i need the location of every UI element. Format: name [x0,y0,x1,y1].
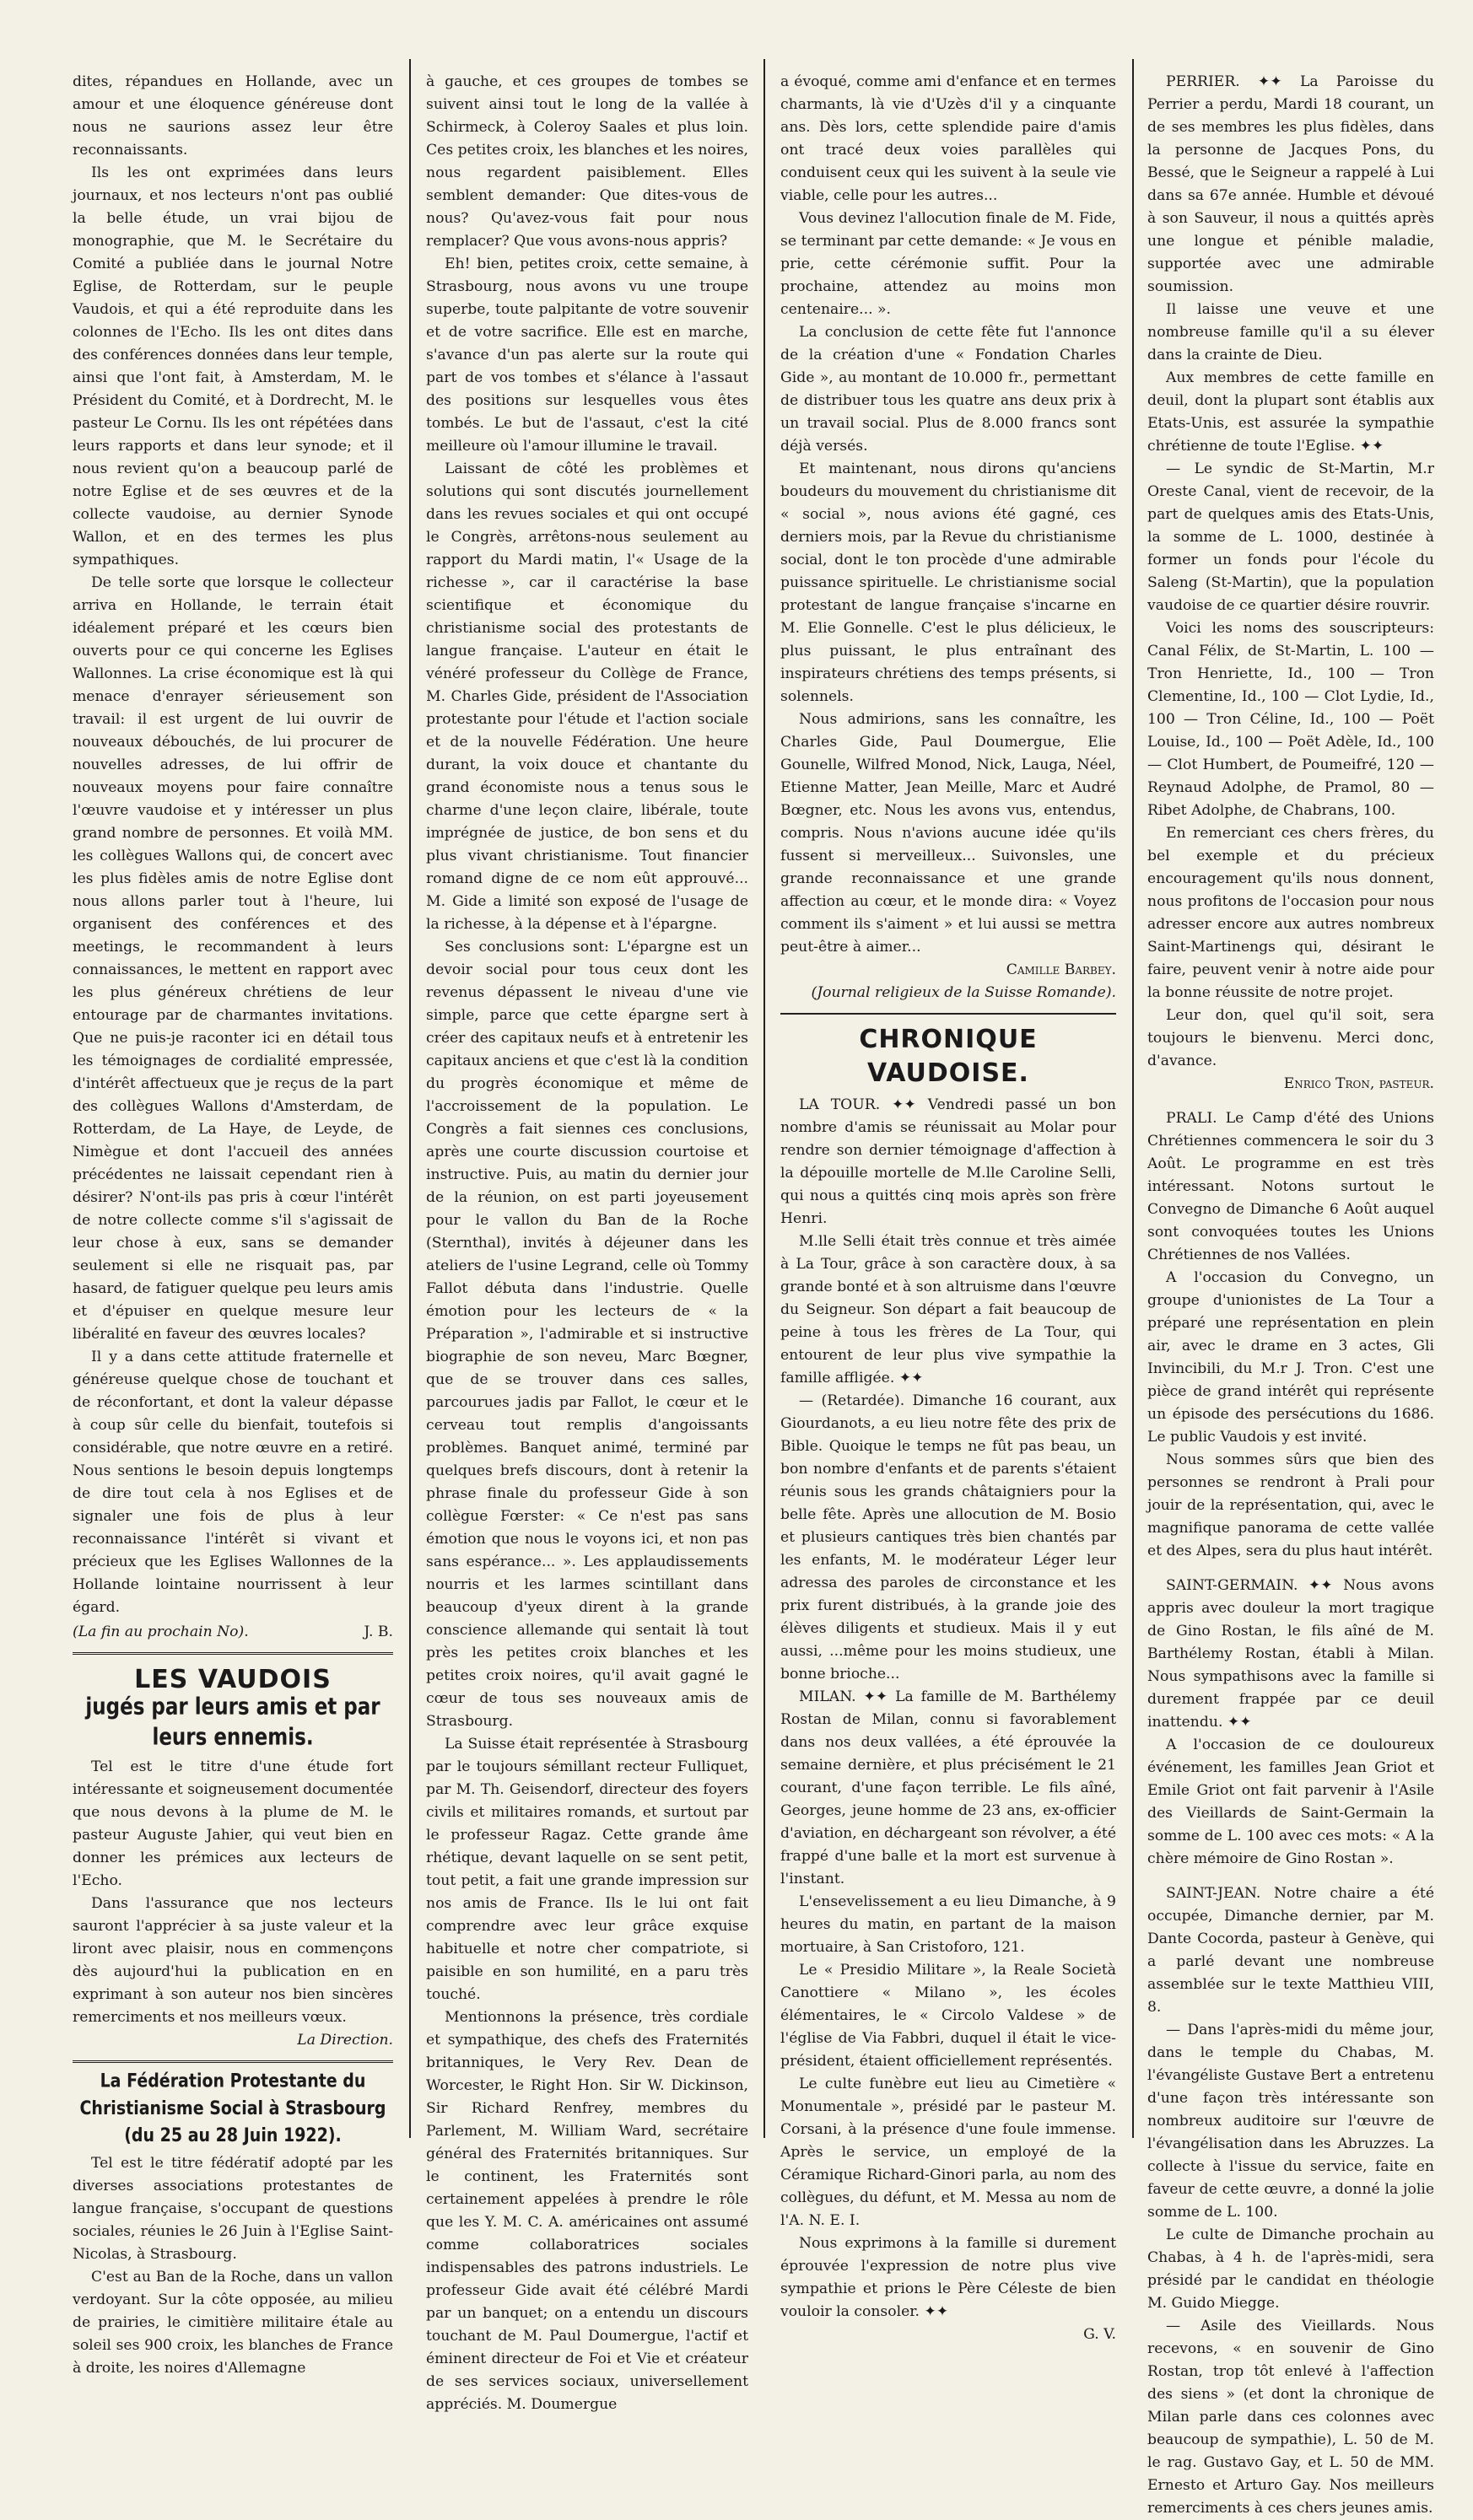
column-rule [763,59,765,2138]
paragraph: Vous devinez l'allocution finale de M. Fide, se terminant par cette demande: « Je vous en prie, cette cérémonie suffit. Pour la prochaine, attendez au moins mon centenaire... ». [780,210,1116,318]
continuation-note: (La fin au prochain No). [73,1623,249,1640]
spacer [1147,1871,1434,1882]
paragraph: PRALI. Le Camp d'été des Unions Chrétiennes commencera le soir du 3 Août. Le programme en est très intéressant. Notons surtout le Convegno de Dimanche 6 Août auquel sont convoquées toutes les Unions Chrétiennes de nos Vallées. [1147,1110,1434,1263]
paragraph: C'est au Ban de la Roche, dans un vallon verdoyant. Sur la côte opposée, au milieu de prairies, le cimitière militaire étale au soleil ses 900 croix, les blanches de France à droite, les noires d'Allemagne [73,2269,393,2377]
article-signature [73,1621,393,1644]
paragraph: LA TOUR. ✦✦ Vendredi passé un bon nombre d'amis se réunissait au Molar pour rendre son dernier témoignage d'affection à la dépouille mortelle de M.lle Caroline Selli, qui nous a quittés cinq mois après son frère Henri. [780,1096,1116,1227]
paragraph: Ils les ont exprimées dans leurs journaux, et nos lecteurs n'ont pas oublié la belle étude, un vrai bijou de monographie, que M. le Secrétaire du Comité a publiée dans le journal Notre Eglise, de Rotterdam, sur le peuple Vaudois, et qui a été reproduite dans les colonnes de l'Echo. Ils les ont dites dans des conférences données dans leur temple, ainsi que l'ont fait, à Amsterdam, M. le Président du Comité, et à Dordrecht, M. le pasteur Le Cornu. Ils les ont répétées dans leurs rapports et dans leur synode; et il nous revient qu'on a beaucoup parlé de notre Eglise et de ses œuvres et de la collecte vaudoise, au dernier Synode Wallon, et en des termes les plus sympathiques. [73,164,393,568]
section-divider [73,1652,393,1655]
column-rule [1132,59,1134,2138]
paragraph: La Suisse était représentée à Strasbourg par le toujours sémillant recteur Fulliquet, par M. Th. Geisendorf, directeur des foyers civils et militaires romands, et surtout par le professeur Ragaz. Cette grande âme rhétique, devant laquelle on se sent petit, tout petit, a fait une grande impression sur nos amis de France. Ils le lui ont fait comprendre avec leur grâce exquise habituelle et notre cher compatriote, si paisible en son humilité, en a paru très touché. [426,1736,748,2003]
paragraph: a évoqué, comme ami d'enfance et en termes charmants, là vie d'Uzès d'il y a cinquante ans. Dès lors, cette splendide paire d'amis ont tracé deux voies parallèles qui conduisent ceux qui les suivent à la seule vie viable, celle pour les autres... [780,73,1116,204]
column-2 [426,71,748,2413]
paragraph: — Le syndic de St-Martin, M.r Oreste Canal, vient de recevoir, de la part de quelques amis des Etats-Unis, la somme de L. 1000, destinée à former un fonds pour l'école du Saleng (St-Martin), que la population vaudoise de ce quartier désire rouvrir. [1147,460,1434,614]
paragraph: Eh! bien, petites croix, cette semaine, à Strasbourg, nous avons vu une troupe superbe, toute palpitante de votre souvenir et de votre sacrifice. Elle est en marche, s'avance d'un pas alerte sur la route qui part de vos tombes et s'élance à l'assaut des positions sur lesquelles vous êtes tombés. Le but de l'assaut, c'est la cité meilleure où l'amour illumine le travail. [426,256,748,455]
headline-vaudois: LES VAUDOIS [134,1665,332,1694]
author-signature: Camille Barbey. [1006,961,1116,978]
paragraph: PERRIER. ✦✦ La Paroisse du Perrier a perdu, Mardi 18 courant, un de ses membres les plus fidèles, dans la personne de Jacques Pons, du Bessé, que le Seigneur a rappelé à Lui dans sa 67e année. Humble et dévoué à son Sauveur, il nous a quittés après une longue et pénible maladie, supportée avec une admirable soumission. [1147,73,1434,295]
paragraph: Tel est le titre d'une étude fort intéressante et soigneusement documentée que nous devons à la plume de M. le pasteur Auguste Jahier, qui veut bien en donner les prémices aux lecteurs de l'Echo. [73,1758,393,1889]
paragraph: Mentionnons la présence, très cordiale et sympathique, des chefs des Fraternités britanniques, le Very Rev. Dean de Worcester, le Right Hon. Sir W. Dickinson, Sir Richard Renfrey, membres du Parlement, M. William Ward, secrétaire général des Fraternités britanniques. Sur le continent, les Fraternités sont certainement appelées à prendre le rôle que les Y. M. C. A. américaines ont assumé comme collaboratrices sociales indispensables des patrons industriels. Le professeur Gide avait été célébré Mardi par un banquet; on a entendu un discours touchant de M. Paul Doumergue, l'actif et éminent directeur de Foi et Vie et créateur de ses services sociaux, universellement appréciés. M. Doumergue [426,2009,748,2413]
column-3 [780,71,1116,2343]
paragraph: — Dans l'après-midi du même jour, dans le temple du Chabas, M. l'évangéliste Gustave Bert a entretenu d'une façon très intéressante son nombreux auditoire sur l'œuvre de l'évangélisation dans les Abruzzes. La collecte à l'issue du service, faite en faveur de cette œuvre, a donné la jolie somme de L. 100. [1147,2022,1434,2221]
paragraph: dites, répandues en Hollande, avec un amour et une éloquence généreuse dont nous ne saurions assez leur être reconnaissants. [73,73,393,159]
paragraph: M.lle Selli était très connue et très aimée à La Tour, grâce à son caractère doux, à sa grande bonté et à son altruisme dans l'œuvre du Seigneur. Son départ a fait beaucoup de peine à tous les frères de La Tour, qui entourent de leur plus vive sympathie la famille affligée. ✦✦ [780,1233,1116,1387]
paragraph: A l'occasion du Convegno, un groupe d'unionistes de La Tour a préparé une représentation en plein air, avec le drame en 3 actes, Gli Invincibili, du M.r J. Tron. C'est une pièce de grand intérêt qui représente un épisode des persécutions du 1686. Le public Vaudois y est invité. [1147,1269,1434,1446]
source-note: (Journal religieux de la Suisse Romande). [811,984,1116,1001]
column-rule [409,59,411,2138]
paragraph: — Asile des Vieillards. Nous recevons, « en souvenir de Gino Rostan, trop tôt enlevé à l'affection des siens » (et dont la chronique de Milan parle dans ces colonnes avec beaucoup de sympathie), L. 50 de M. le rag. Gustavo Gay, et L. 50 de MM. Ernesto et Arturo Gay. Nos meilleurs remerciments à ces chers jeunes amis. [1147,2318,1434,2517]
spacer [1147,1563,1434,1575]
paragraph: Tel est le titre fédératif adopté par les diverses associations protestantes de langue française, s'occupant de questions sociales, réunies le 26 Juin à l'Eglise Saint-Nicolas, à Strasbourg. [73,2155,393,2263]
headline-federation: La Fédération Protestante du Christianisme Social à Strasbourg (du 25 au 28 Juin 1922). [79,2070,386,2146]
paragraph: Aux membres de cette famille en deuil, dont la plupart sont établis aux Etats-Unis, est assurée la sympathie chrétienne de toute l'Eglise. ✦✦ [1147,369,1434,455]
paragraph: SAINT-JEAN. Notre chaire a été occupée, Dimanche dernier, par M. Dante Cocorda, pasteur à Genève, qui a parlé devant une nombreuse assemblée sur le texte Matthieu VIII, 8. [1147,1885,1434,2016]
paragraph: Nous exprimons à la famille si durement éprouvée l'expression de notre plus vive sympathie et prions le Père Céleste de bien vouloir la consoler. ✦✦ [780,2235,1116,2320]
paragraph: Il y a dans cette attitude fraternelle et généreuse quelque chose de touchant et de réconfortant, et dont la valeur dépasse à coup sûr celle du bienfait, toutefois si considérable, que notre œuvre en a retiré. Nous sentions le besoin depuis longtemps de dire tout cela à nos Eglises et de signaler une fois de plus à leur reconnaissance l'intérêt si vivant et précieux que les Eglises Wallonnes de la Hollande lointaine nourrissent à leur égard. [73,1349,393,1616]
paragraph: En remerciant ces chers frères, du bel exemple et du précieux encouragement qu'ils nous donnent, nous profitons de l'occasion pour nous adresser encore aux autres nombreux Saint-Martinengs qui, désirant le faire, peuvent venir à notre aide pour la bonne réussite de notre projet. [1147,825,1434,1001]
paragraph: Dans l'assurance que nos lecteurs sauront l'apprécier à sa juste valeur et la liront avec plaisir, nous en commençons dès aujourd'hui la publication en en exprimant à son auteur nos bien sincères remerciments et nos meilleurs vœux. [73,1895,393,2026]
author-signature: Enrico Tron, pasteur. [1283,1075,1434,1092]
paragraph: Le culte funèbre eut lieu au Cimetière « Monumentale », présidé par le pasteur M. Corsani, à la présence d'une foule immense. Après le service, un employé de la Céramique Richard-Ginori parla, au nom des collègues, du défunt, et M. Messa au nom de l'A. N. E. I. [780,2076,1116,2229]
paragraph: Leur don, quel qu'il soit, sera toujours le bienvenu. Merci donc, d'avance. [1147,1007,1434,1069]
paragraph: — (Retardée). Dimanche 16 courant, aux Giourdanots, a eu lieu notre fête des prix de Bible. Quoique le temps ne fût pas beau, un bon nombre d'enfants et de parents s'étaient réunis sous les grands châtaigniers pour la belle fête. Après une allocution de M. Bosio et plusieurs cantiques très bien chantés par les enfants, M. le modérateur Léger leur adressa des paroles de circonstance et les prix furent distribués, à la grande joie des élèves diligents et studieux. Mais il y eut aussi, ...même pour les moins studieux, une bonne brioche... [780,1392,1116,1683]
column-1 [73,71,393,2377]
paragraph: MILAN. ✦✦ La famille de M. Barthélemy Rostan de Milan, connu si favorablement dans nos deux vallées, a été éprouvée la semaine dernière, et plus précisément le 21 courant, d'une façon terrible. Le fils aîné, Georges, jeune homme de 23 ans, ex-officier d'aviation, en déchargeant son révolver, a été frappé d'une balle et la mort est survenue à l'instant. [780,1688,1116,1887]
paragraph: SAINT-GERMAIN. ✦✦ Nous avons appris avec douleur la mort tragique de Gino Rostan, le fils aîné de M. Barthélemy Rostan, établi à Milan. Nous sympathisons avec la famille si durement frappée par ce deuil inattendu. ✦✦ [1147,1577,1434,1731]
paragraph: De telle sorte que lorsque le collecteur arriva en Hollande, le terrain était idéalement préparé et les cœurs bien ouverts pour ce qui concerne les Eglises Wallonnes. La crise économique est là qui menace d'enrayer sérieusement son travail: il est urgent de lui ouvrir de nouveaux débouchés, de lui procurer de nouvelles adresses, de lui offrir de nouveaux moyens pour faire connaître l'œuvre vaudoise et y intéresser un plus grand nombre de personnes. Et voilà MM. les collègues Wallons qui, de concert avec les plus fidèles amis de notre Eglise dont nous allons parler tout à l'heure, lui organisent des conférences et des meetings, le recommandent à leurs connaissances, le mettent en rapport avec les plus généreux chrétiens de leur entourage par de charmantes invitations. Que ne puis-je raconter ici en détail tous les témoignages de cordialité empressée, d'intérêt affectueux que je reçus de la part des collègues Wallons d'Amsterdam, de Rotterdam, de La Haye, de Leyde, de Nimègue et dont l'accueil des années précédentes ne laissait cependant rien à désirer? N'ont-ils pas pris à cœur l'intérêt de notre collecte comme s'il s'agissait de leur chose à eux, sans se demander seulement si elle ne risquait pas, par hasard, de fatiguer quelque peu leurs amis et d'épuiser en quelque mesure leur libéralité en faveur des œuvres locales? [73,574,393,1343]
paragraph: à gauche, et ces groupes de tombes se suivent ainsi tout le long de la vallée à Schirmeck, à Coleroy Saales et plus loin. Ces petites croix, les blanches et les noires, nous regardent paisiblement. Elles semblent demander: Que dites-vous de nous? Qu'avez-vous fait pour nous remplacer? Que vous avons-nous appris? [426,73,748,250]
author-initials: J. B. [364,1623,393,1640]
paragraph: Ses conclusions sont: L'épargne est un devoir social pour tous ceux dont les revenus dépassent le niveau d'une vie simple, parce que cette épargne sert à créer des capitaux neufs et à entretenir les capitaux anciens et que c'est là la condition du progrès économique et même de l'accroissement de la population. Le Congrès a fait siennes ces conclusions, après une courte discussion courtoise et instructive. Puis, au matin du dernier jour de la réunion, on est parti joyeusement pour le vallon du Ban de la Roche (Sternthal), invités à déjeuner dans les ateliers de l'usine Legrand, celle où Tommy Fallot débuta dans l'industrie. Quelle émotion pour les lecteurs de « la Préparation », l'admirable et si instructive biographie de son neveu, Marc Bœgner, que de se trouver dans ces salles, parcourues jadis par Fallot, le cœur et le cerveau tout remplis d'angoissants problèmes. Banquet animé, terminé par quelques brefs discours, dont à retenir la phrase finale du professeur Gide à son collègue Fœrster: « Ce n'est pas sans émotion que nous le voyons ici, et non pas sans espérance... ». Les applaudissements nourris et les larmes scintillant dans beaucoup d'yeux dirent à la grande conscience allemande qui sentait là tout près les petites croix blanches et les petites croix noires, qu'il avait gagné le cœur de tous ses nouveaux amis de Strasbourg. [426,939,748,1730]
headline-chronique: CHRONIQUE VAUDOISE. [859,1025,1038,1088]
paragraph: Laissant de côté les problèmes et solutions qui sont discutés journellement dans les revues sociales et qui ont occupé le Congrès, arrêtons-nous seulement au rapport du Mardi matin, l'« Usage de la richesse », car il caractérise la base scientifique et économique du christianisme social des protestants de langue française. L'auteur en était le vénéré professeur du Collège de France, M. Charles Gide, président de l'Association protestante pour l'étude et l'action sociale et de la nouvelle Fédération. Une heure durant, la voix douce et chantante du grand économiste nous a tenus sous le charme d'une leçon claire, libérale, toute imprégnée de justice, de bon sens et du plus vivant christianisme. Tout financier romand digne de ce nom eût approuvé... M. Gide a limité son exposé de l'usage de la richesse, à la dépense et à l'épargne. [426,460,748,933]
paragraph: Le culte de Dimanche prochain au Chabas, à 4 h. de l'après-midi, sera présidé par le candidat en théologie M. Guido Miegge. [1147,2227,1434,2312]
column-4 [1147,71,1434,2517]
paragraph: Voici les noms des souscripteurs: Canal Félix, de St-Martin, L. 100 — Tron Henriette, Id., 100 — Tron Clementine, Id., 100 — Clot Lydie, Id., 100 — Tron Céline, Id., 100 — Poët Louise, Id., 100 — Poët Adèle, Id., 100 — Clot Humbert, de Poumeifré, 120 — Reynaud Adolphe, de Pramol, 80 — Ribet Adolphe, de Chabrans, 100. [1147,620,1434,819]
section-divider [780,1013,1116,1015]
paragraph: L'ensevelissement a eu lieu Dimanche, à 9 heures du matin, en partant de la maison mortuaire, à San Cristoforo, 121. [780,1893,1116,1956]
author-initials: G. V. [1083,2326,1116,2343]
paragraph: Nous admirions, sans les connaître, les Charles Gide, Paul Doumergue, Elie Gounelle, Wilfred Monod, Nick, Lauga, Néel, Etienne Matter, Jean Meille, Marc et Audré Bœgner, etc. Nous les avons vus, entendus, compris. Nous n'avions aucune idée qu'ils fussent si merveilleux... Suivonsles, une grande reconnaissance et une grande affection au cœur, et le monde dira: « Voyez comment ils s'aiment » et lui aussi se mettra peut-être à aimer... [780,711,1116,956]
paragraph: La conclusion de cette fête fut l'annonce de la création d'une « Fondation Charles Gide », au montant de 10.000 fr., permettant de distribuer tous les quatre ans deux prix à un travail social. Plus de 8.000 francs sont déjà versés. [780,324,1116,455]
subheadline-vaudois: jugés par leurs amis et par leurs ennemis. [85,1693,380,1751]
spacer [1147,1096,1434,1107]
paragraph: Le « Presidio Militare », la Reale Società Canottiere « Milano », les écoles élémentaires, le « Circolo Valdese » de l'église de Via Fabbri, duquel il était le vice-président, étaient officiellement représentés. [780,1962,1116,2070]
paragraph: Il laisse une veuve et une nombreuse famille qu'il a su élever dans la crainte de Dieu. [1147,301,1434,363]
section-divider [73,2060,393,2063]
paragraph: Et maintenant, nous dirons qu'anciens boudeurs du mouvement du christianisme dit « social », nous avions été gagné, ces derniers mois, par la Revue du christianisme social, dont le ton procède d'une admirable puissance spirituelle. Le christianisme social protestant de langue française s'incarne en M. Elie Gonnelle. C'est le plus délicieux, le plus puissant, le plus entraînant des inspirateurs chrétiens des temps présents, si solennels. [780,460,1116,705]
paragraph: A l'occasion de ce douloureux événement, les familles Jean Griot et Emile Griot ont fait parvenir à l'Asile des Vieillards de Saint-Germain la somme de L. 100 avec ces mots: « A la chère mémoire de Gino Rostan ». [1147,1737,1434,1867]
paragraph: Nous sommes sûrs que bien des personnes se rendront à Prali pour jouir de la représentation, qui, avec le magnifique panorama de cette vallée et des Alpes, sera du plus haut intérêt. [1147,1451,1434,1559]
signature: La Direction. [297,2032,393,2049]
